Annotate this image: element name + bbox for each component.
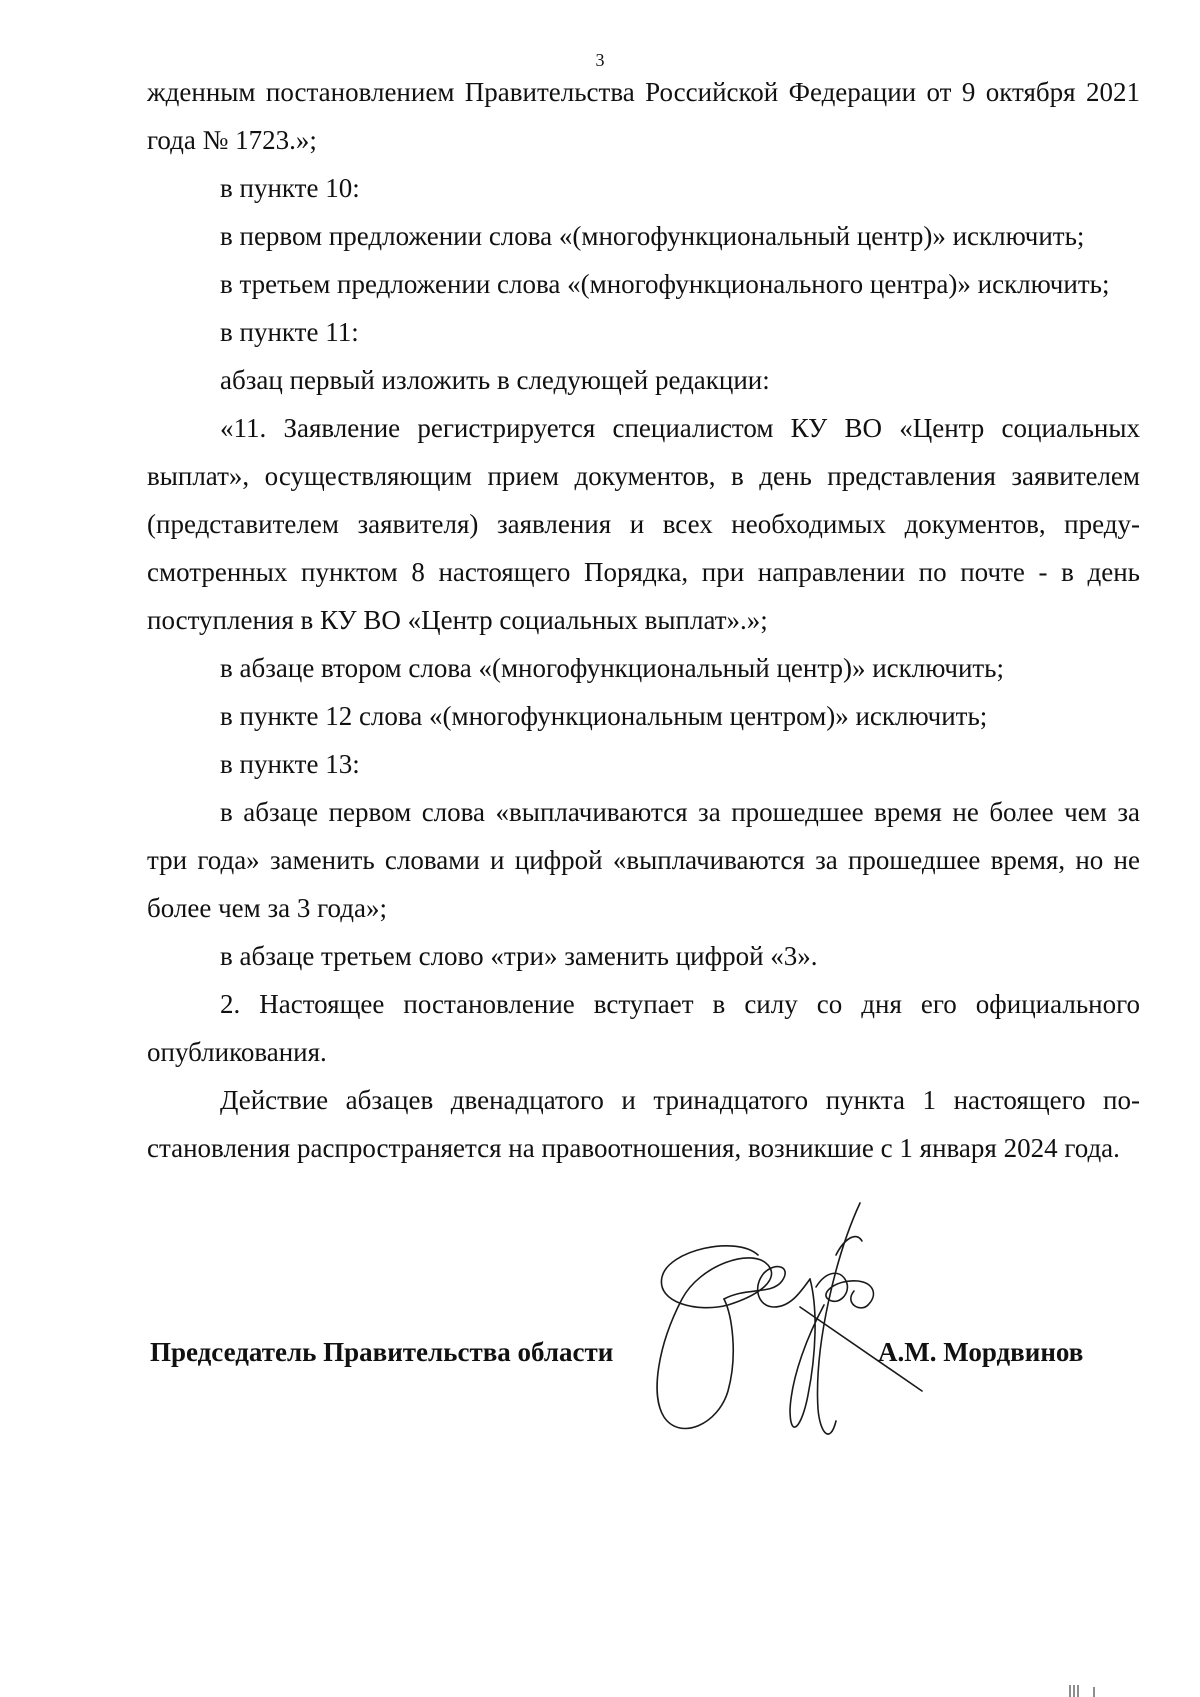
- paragraph-effective-date: 2. Настоящее постановление вступает в силу со дня его официального опубликования.: [147, 989, 1140, 1067]
- paragraph-item-11-header: в пункте 11:: [220, 317, 359, 347]
- paragraph-continuation: жденным постановлением Правительства Российской Федерации от 9 октября 2021 года № 1723.»;: [147, 77, 1140, 155]
- paragraph-item-10-header: в пункте 10:: [220, 173, 360, 203]
- scan-edge-mark: [1064, 1683, 1104, 1697]
- document-body: [147, 68, 1140, 1172]
- page-number: 3: [595, 50, 605, 70]
- paragraph-item-11-first-abzac: абзац первый изложить в следующей редакции:: [220, 365, 770, 395]
- signatory-name: А.М. Мордвинов: [878, 1337, 1084, 1367]
- paragraph-item-13-header: в пункте 13:: [220, 749, 360, 779]
- paragraph-retroactive: Действие абзацев двенадцатого и тринадцатого пункта 1 настоящего постановления распространяется на правоотношения, возникшие с 1 января 2024 года.: [147, 1085, 1140, 1163]
- paragraph-item-10-first-sentence: в первом предложении слова «(многофункциональный центр)» исключить;: [220, 221, 1085, 251]
- signatory-title: Председатель Правительства области: [150, 1337, 614, 1367]
- paragraph-item-11-second-abzac: в абзаце втором слова «(многофункциональный центр)» исключить;: [220, 653, 1005, 683]
- paragraph-item-13-third-abzac: в абзаце третьем слово «три» заменить цифрой «3».: [220, 941, 818, 971]
- paragraph-item-13-first-abzac: в абзаце первом слова «выплачиваются за прошедшее время не более чем за три года» заменить словами и цифрой «выплачиваются за прошедшее время, но не более чем за 3 года»;: [147, 797, 1140, 923]
- paragraph-item-12: в пункте 12 слова «(многофункциональным центром)» исключить;: [220, 701, 988, 731]
- handwritten-signature: [640, 1195, 930, 1465]
- paragraph-item-10-third-sentence: в третьем предложении слова «(многофункционального центра)» исключить;: [220, 269, 1110, 299]
- paragraph-item-11-new-text: «11. Заявление регистрируется специалистом КУ ВО «Центр социальных выплат», осуществляющим прием документов, в день представления заявителем (представителем заявителя) заявления и всех необходимых документов, предусмотренных пунктом 8 настоящего Порядка, при направлении по почте - в день поступления в КУ ВО «Центр социальных выплат».»;: [147, 413, 1140, 635]
